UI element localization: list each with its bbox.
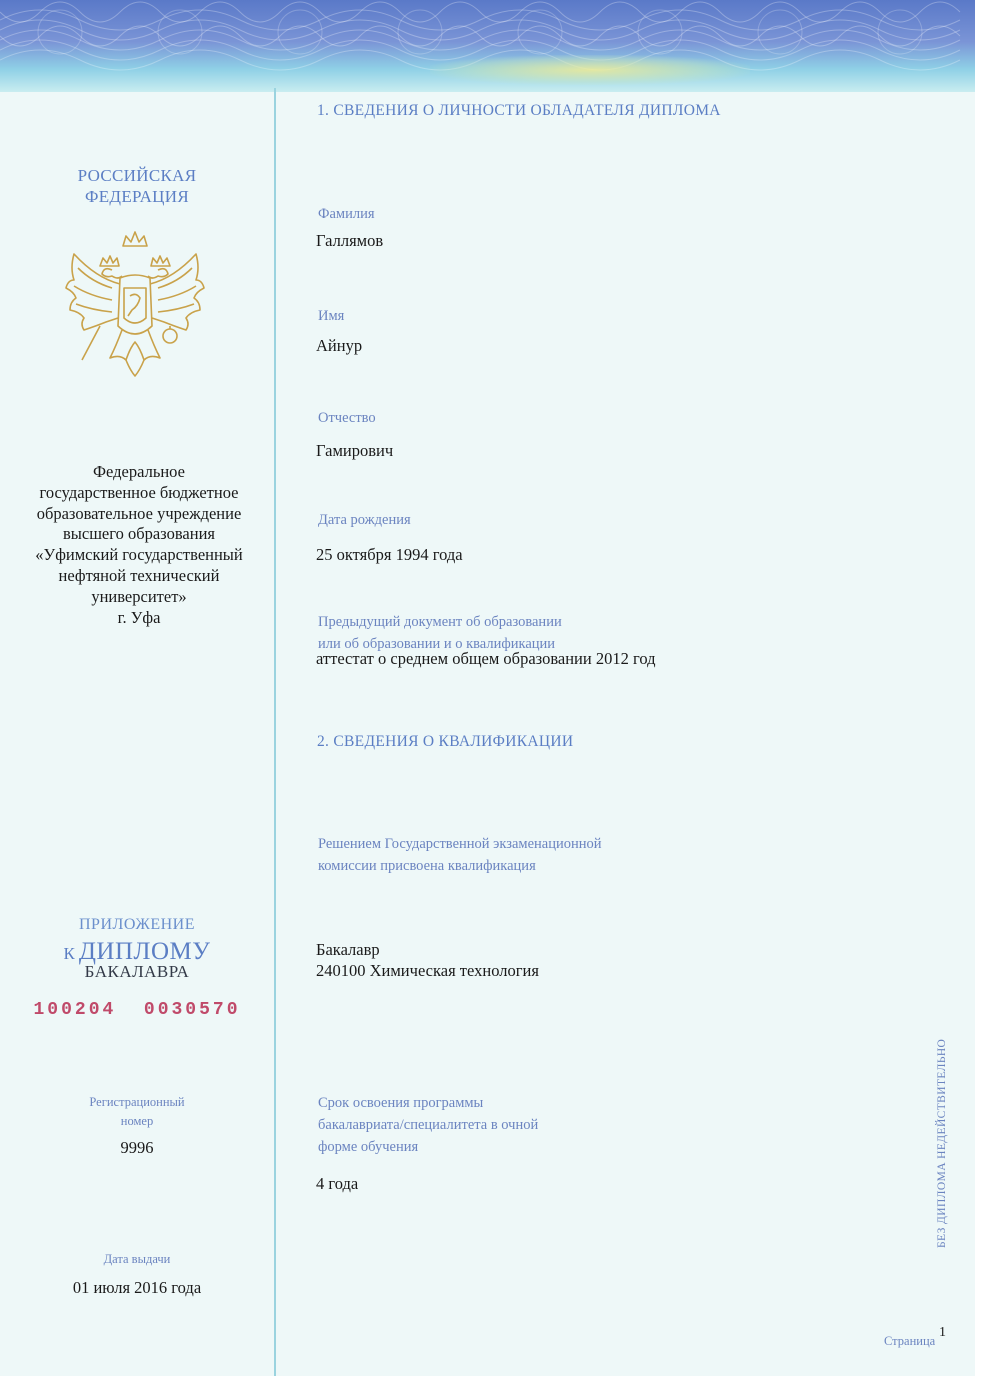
appendix-heading: ПРИЛОЖЕНИЕ bbox=[78, 916, 195, 933]
registration-number: 9996 bbox=[120, 1138, 154, 1157]
appendix-k: К bbox=[63, 944, 75, 963]
decision-line-2: комиссии присвоена квалификация bbox=[318, 858, 536, 874]
university-line: образовательное учреждение bbox=[36, 503, 242, 523]
study-term-value: 4 года bbox=[316, 1174, 359, 1193]
appendix-diploma-word: ДИПЛОМУ bbox=[78, 938, 211, 965]
name-label: Имя bbox=[318, 308, 345, 324]
registration-label-line-2: номер bbox=[120, 1114, 154, 1128]
university-line: высшего образования bbox=[63, 524, 215, 544]
study-term-label-line-2: бакалавриата/специалитета в очной bbox=[318, 1117, 539, 1133]
left-column bbox=[0, 0, 274, 1376]
country-line-1: РОССИЙСКАЯ bbox=[77, 166, 197, 185]
qualification-value bbox=[316, 939, 539, 981]
study-term-label-line-3: форме обучения bbox=[318, 1139, 419, 1155]
qualification-degree: Бакалавр bbox=[316, 940, 380, 959]
study-term-label bbox=[318, 1092, 538, 1158]
country-name bbox=[40, 165, 234, 207]
university-line: университет» bbox=[91, 586, 187, 606]
previous-document-label-line-1: Предыдущий документ об образовании bbox=[318, 614, 562, 630]
patronymic-label: Отчество bbox=[318, 410, 376, 426]
page-number: 1 bbox=[939, 1325, 946, 1340]
russian-coat-of-arms-icon bbox=[60, 226, 210, 381]
scan-margin bbox=[975, 0, 1000, 1376]
country-line-2: ФЕДЕРАЦИЯ bbox=[85, 187, 189, 206]
page-label: Страница bbox=[884, 1334, 936, 1348]
university-line: Федеральное bbox=[93, 462, 185, 481]
surname-label: Фамилия bbox=[318, 206, 375, 222]
university-city: г. Уфа bbox=[117, 607, 161, 627]
qualification-decision-label bbox=[318, 833, 602, 877]
university-line: нефтяной технический bbox=[58, 565, 220, 585]
serial-number: 100204 0030570 bbox=[33, 1000, 241, 1020]
birthdate-label: Дата рождения bbox=[318, 512, 411, 528]
university-line: государственное бюджетное bbox=[39, 482, 239, 502]
registration-label-line-1: Регистрационный bbox=[89, 1095, 185, 1109]
column-divider bbox=[274, 88, 276, 1376]
appendix-degree: БАКАЛАВРА bbox=[84, 962, 190, 981]
issue-date: 01 июля 2016 года bbox=[72, 1278, 202, 1297]
section-1-title: 1. СВЕДЕНИЯ О ЛИЧНОСТИ ОБЛАДАТЕЛЯ ДИПЛОМА bbox=[317, 102, 721, 119]
university-name bbox=[20, 462, 258, 628]
previous-document-value: аттестат о среднем общем образовании 2012 год bbox=[316, 649, 656, 668]
validity-note: БЕЗ ДИПЛОМА НЕДЕЙСТВИТЕЛЬНО bbox=[936, 1038, 948, 1248]
name-value: Айнур bbox=[316, 336, 363, 355]
birthdate-value: 25 октября 1994 года bbox=[316, 545, 463, 564]
surname-value: Галлямов bbox=[316, 231, 384, 250]
section-2-title: 2. СВЕДЕНИЯ О КВАЛИФИКАЦИИ bbox=[317, 733, 574, 750]
decision-line-1: Решением Государственной экзаменационной bbox=[318, 836, 602, 852]
previous-document-label-line-2: или об образовании и о квалификации bbox=[318, 636, 556, 652]
study-term-label-line-1: Срок освоения программы bbox=[318, 1095, 484, 1111]
registration-label bbox=[60, 1093, 214, 1131]
issue-date-label: Дата выдачи bbox=[103, 1252, 171, 1266]
university-line: «Уфимский государственный bbox=[35, 545, 243, 565]
patronymic-value: Гамирович bbox=[316, 441, 394, 460]
qualification-specialty: 240100 Химическая технология bbox=[316, 961, 539, 980]
